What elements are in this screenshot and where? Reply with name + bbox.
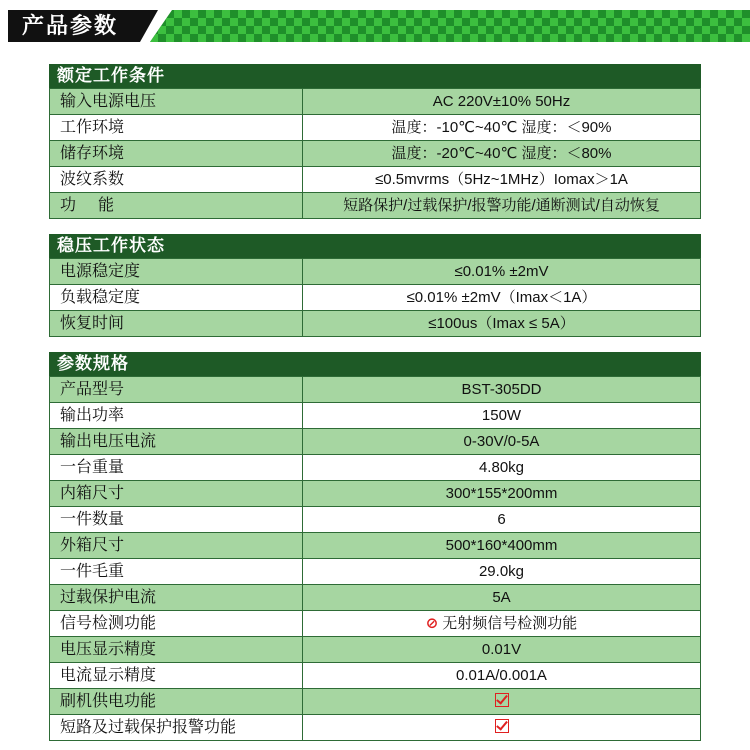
row-label: 产品型号 <box>49 377 303 402</box>
section-title: 稳压工作状态 <box>49 234 701 258</box>
table-row <box>49 428 701 454</box>
row-label: 刷机供电功能 <box>49 689 303 714</box>
banner-decorative-stripe <box>150 10 750 42</box>
row-value: 0-30V/0-5A <box>303 429 701 454</box>
row-value: ≤0.01% ±2mV（Imax＜1A） <box>303 285 701 310</box>
row-value: BST-305DD <box>303 377 701 402</box>
row-value: ≤0.01% ±2mV <box>303 259 701 284</box>
row-label: 一件数量 <box>49 507 303 532</box>
row-value: 300*155*200mm <box>303 481 701 506</box>
row-label: 电压显示精度 <box>49 637 303 662</box>
no-symbol-icon: ⊘ <box>425 615 439 632</box>
checked-box-icon <box>495 693 509 707</box>
section-title: 额定工作条件 <box>49 64 701 88</box>
table-row <box>49 506 701 532</box>
table-row <box>49 258 701 284</box>
specifications-table <box>49 352 701 741</box>
table-row <box>49 454 701 480</box>
table-row <box>49 532 701 558</box>
row-value: ≤0.5mvrms（5Hz~1MHz）Iomax＞1A <box>303 167 701 192</box>
row-value: AC 220V±10% 50Hz <box>303 89 701 114</box>
table-row <box>49 714 701 741</box>
table-row <box>49 192 701 219</box>
table-row <box>49 284 701 310</box>
row-value <box>303 611 701 636</box>
row-label: 输出电压电流 <box>49 429 303 454</box>
row-label: 一件毛重 <box>49 559 303 584</box>
row-value: 0.01V <box>303 637 701 662</box>
row-label: 一台重量 <box>49 455 303 480</box>
row-label: 恢复时间 <box>49 311 303 336</box>
table-row <box>49 636 701 662</box>
regulation-status-table <box>49 234 701 337</box>
row-label: 外箱尺寸 <box>49 533 303 558</box>
checked-box-icon <box>495 719 509 733</box>
row-value: 0.01A/0.001A <box>303 663 701 688</box>
row-value-text: 无射频信号检测功能 <box>442 615 578 632</box>
row-label: 负载稳定度 <box>49 285 303 310</box>
row-value: 4.80kg <box>303 455 701 480</box>
row-label: 输出功率 <box>49 403 303 428</box>
row-value <box>303 715 701 740</box>
row-label: 短路及过载保护报警功能 <box>49 715 303 740</box>
table-row <box>49 402 701 428</box>
row-label: 电流显示精度 <box>49 663 303 688</box>
table-row <box>49 558 701 584</box>
table-row <box>49 688 701 714</box>
table-row <box>49 584 701 610</box>
table-row <box>49 88 701 114</box>
table-row <box>49 166 701 192</box>
row-value: 150W <box>303 403 701 428</box>
row-value: ≤100us（Imax ≤ 5A） <box>303 311 701 336</box>
table-row <box>49 610 701 636</box>
row-label: 输入电源电压 <box>49 89 303 114</box>
table-row <box>49 662 701 688</box>
row-label: 过载保护电流 <box>49 585 303 610</box>
page-banner <box>0 0 750 48</box>
row-label: 电源稳定度 <box>49 259 303 284</box>
row-label: 波纹系数 <box>49 167 303 192</box>
row-value: 短路保护/过载保护/报警功能/通断测试/自动恢复 <box>303 193 701 218</box>
row-value: 6 <box>303 507 701 532</box>
row-label: 内箱尺寸 <box>49 481 303 506</box>
row-value <box>303 689 701 714</box>
table-row <box>49 480 701 506</box>
rated-conditions-table <box>49 64 701 219</box>
row-value: 温度：-10℃~40℃ 湿度：＜90% <box>303 115 701 140</box>
row-label: 功能 <box>49 193 303 218</box>
banner-title: 产品参数 <box>22 13 119 38</box>
row-value: 29.0kg <box>303 559 701 584</box>
row-value: 5A <box>303 585 701 610</box>
row-value: 温度：-20℃~40℃ 湿度：＜80% <box>303 141 701 166</box>
row-label: 信号检测功能 <box>49 611 303 636</box>
section-title: 参数规格 <box>49 352 701 376</box>
row-label: 储存环境 <box>49 141 303 166</box>
table-row <box>49 376 701 402</box>
table-row <box>49 310 701 337</box>
table-row <box>49 114 701 140</box>
row-label: 工作环境 <box>49 115 303 140</box>
row-value: 500*160*400mm <box>303 533 701 558</box>
table-row <box>49 140 701 166</box>
